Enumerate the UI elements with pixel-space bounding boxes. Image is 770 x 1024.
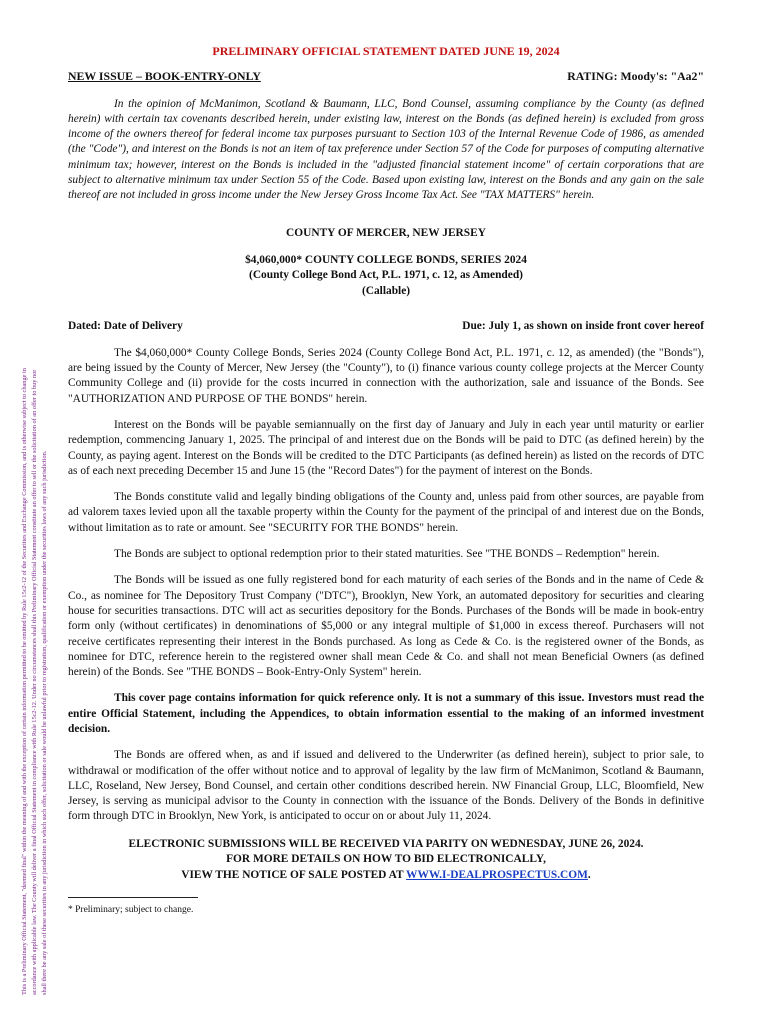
legend-line: accordance with applicable law. The County will deliver a final Official Statement in compliance with Rule 15c2-12. Under no circumstances shall this Preliminary Official Statement constitute an offer to sell or the solicitation of an offer to buy nor: [31, 369, 38, 995]
electronic-line-3: [68, 868, 704, 884]
paragraph-offering: The Bonds are offered when, as and if issued and delivered to the Underwriter (as defined herein), subject to prior sale, to withdrawal or modification of the offer without notice and to approval of legality by the law firm of McManimon, Scotland & Baumann, LLC, Roseland, New Jersey, Bond Counsel, and certain other conditions described herein. NW Financial Group, LLC, Bloomfield, New Jersey, is serving as municipal advisor to the County in connection with the issuance of the Bonds. Delivery of the Bonds in definitive form through DTC in Brooklyn, New York, is anticipated to occur on or about July 11, 2024.: [68, 749, 704, 823]
bond-counsel-opinion: In the opinion of McManimon, Scotland & Baumann, LLC, Bond Counsel, assuming compliance by the County (as defined herein) with certain tax covenants described herein, under existing law, interest on the Bonds (as defined herein) is excluded from gross income of the owners thereof for federal income tax purposes pursuant to Section 103 of the Internal Revenue Code of 1986, as amended (the "Code"), and interest on the Bonds is not an item of tax preference under Section 57 of the Code for purposes of computing alternative minimum tax; however, interest on the Bonds is included in the "adjusted financial statement income" of certain corporations that are subject to alternative minimum tax under Section 55 of the Code. Based upon existing law, interest on the Bonds and any gain on the sale thereof are not included in gross income under the New Jersey Gross Income Tax Act. See "TAX MATTERS" herein.: [68, 97, 704, 202]
due-label: Due: July 1, as shown on inside front cover hereof: [462, 320, 704, 333]
preliminary-disclaimer-legend: [20, 35, 64, 995]
paragraph-interest: Interest on the Bonds will be payable semiannually on the first day of January and July in each year until maturity or earlier redemption, commencing January 1, 2025. The principal of and interest due on the Bonds will be paid to DTC (as defined herein) by the County, as paying agent. Interest on the Bonds will be credited to the DTC Participants (as defined herein) as listed on the records of DTC as of each next preceding December 15 and June 15 (the "Record Dates") for the payment of interest on the Bonds.: [68, 418, 704, 477]
electronic-submission-notice: [68, 837, 704, 884]
electronic-line-3-suffix: .: [587, 868, 591, 881]
issue-title-block: [68, 253, 704, 300]
legend-line: This is a Preliminary Official Statement, "deemed final" within the meaning of and with the exception of certain information permitted to be omitted by Rule 15c2-12 of the Securities and Exchange Commission, and is otherwise subject to change in: [21, 368, 28, 995]
issue-title: $4,060,000* COUNTY COLLEGE BONDS, SERIES 2024: [245, 253, 527, 266]
callable-label: (Callable): [361, 284, 411, 297]
dated-label: Dated: Date of Delivery: [68, 320, 183, 333]
issuer-name: COUNTY OF MERCER, NEW JERSEY: [286, 226, 486, 239]
paragraph-security: The Bonds constitute valid and legally binding obligations of the County and, unless paid from other sources, are payable from ad valorem taxes levied upon all the taxable property within the County for the payment of the principal of and interest due on the Bonds, without limitation as to rate or amount. See "SECURITY FOR THE BONDS" herein.: [68, 491, 704, 534]
legend-line: shall there be any sale of these securities in any jurisdiction in which such offer, solicitation or sale would be unlawful prior to registration, qualification or exemption under the securities laws of any such jurisdiction.: [41, 450, 48, 995]
dated-due-row: [68, 319, 704, 334]
new-issue-label: NEW ISSUE – BOOK-ENTRY-ONLY: [68, 69, 261, 84]
footnote-preliminary: * Preliminary; subject to change.: [68, 905, 194, 916]
footnote-divider: [68, 897, 198, 898]
electronic-line-1: ELECTRONIC SUBMISSIONS WILL BE RECEIVED VIA PARITY ON WEDNESDAY, JUNE 26, 2024.: [128, 837, 644, 850]
ideal-prospectus-link[interactable]: WWW.I-DEALPROSPECTUS.COM: [406, 868, 588, 881]
header-row: [68, 69, 704, 84]
cover-page: [68, 44, 704, 919]
paragraph-redemption: The Bonds are subject to optional redemption prior to their stated maturities. See "THE BONDS – Redemption" herein.: [114, 548, 660, 561]
cover-page-notice: This cover page contains information for quick reference only. It is not a summary of this issue. Investors must read the entire Official Statement, including the Appendices, to obtain information essential to the making of an informed investment decision.: [68, 692, 704, 735]
preliminary-heading: PRELIMINARY OFFICIAL STATEMENT DATED JUNE 19, 2024: [212, 44, 560, 58]
electronic-line-3-prefix: VIEW THE NOTICE OF SALE POSTED AT: [181, 868, 407, 881]
rating-label: RATING: Moody's: "Aa2": [567, 69, 704, 84]
paragraph-book-entry: The Bonds will be issued as one fully registered bond for each maturity of each series of the Bonds and in the name of Cede & Co., as nominee for The Depository Trust Company ("DTC"), Brooklyn, New York, an automated depository for securities and clearing house for securities transactions. DTC will act as securities depository for the Bonds. Purchases of the Bonds will be made in book-entry form only (without certificates) in denominations of $5,000 or any integral multiple of $1,000 in excess thereof. Purchasers will not receive certificates representing their interest in the Bonds purchased. As long as Cede & Co. is the registered owner of the Bonds, as nominee for DTC, reference herein to the registered owner shall mean Cede & Co. and shall not mean Beneficial Owners (as defined herein) of the Bonds. See "THE BONDS – Book-Entry-Only System" herein.: [68, 574, 704, 679]
issue-subtitle: (County College Bond Act, P.L. 1971, c. 12, as Amended): [249, 269, 523, 282]
electronic-line-2: FOR MORE DETAILS ON HOW TO BID ELECTRONICALLY,: [226, 853, 546, 866]
paragraph-purpose: The $4,060,000* County College Bonds, Series 2024 (County College Bond Act, P.L. 1971, c. 12, as amended) (the "Bonds"), are being issued by the County of Mercer, New Jersey (the "County"), to (i) finance various county college projects at the Mercer County Community College and (ii) provide for the costs incurred in connection with the authorization, sale and issuance of the Bonds. See "AUTHORIZATION AND PURPOSE OF THE BONDS" herein.: [68, 346, 704, 405]
